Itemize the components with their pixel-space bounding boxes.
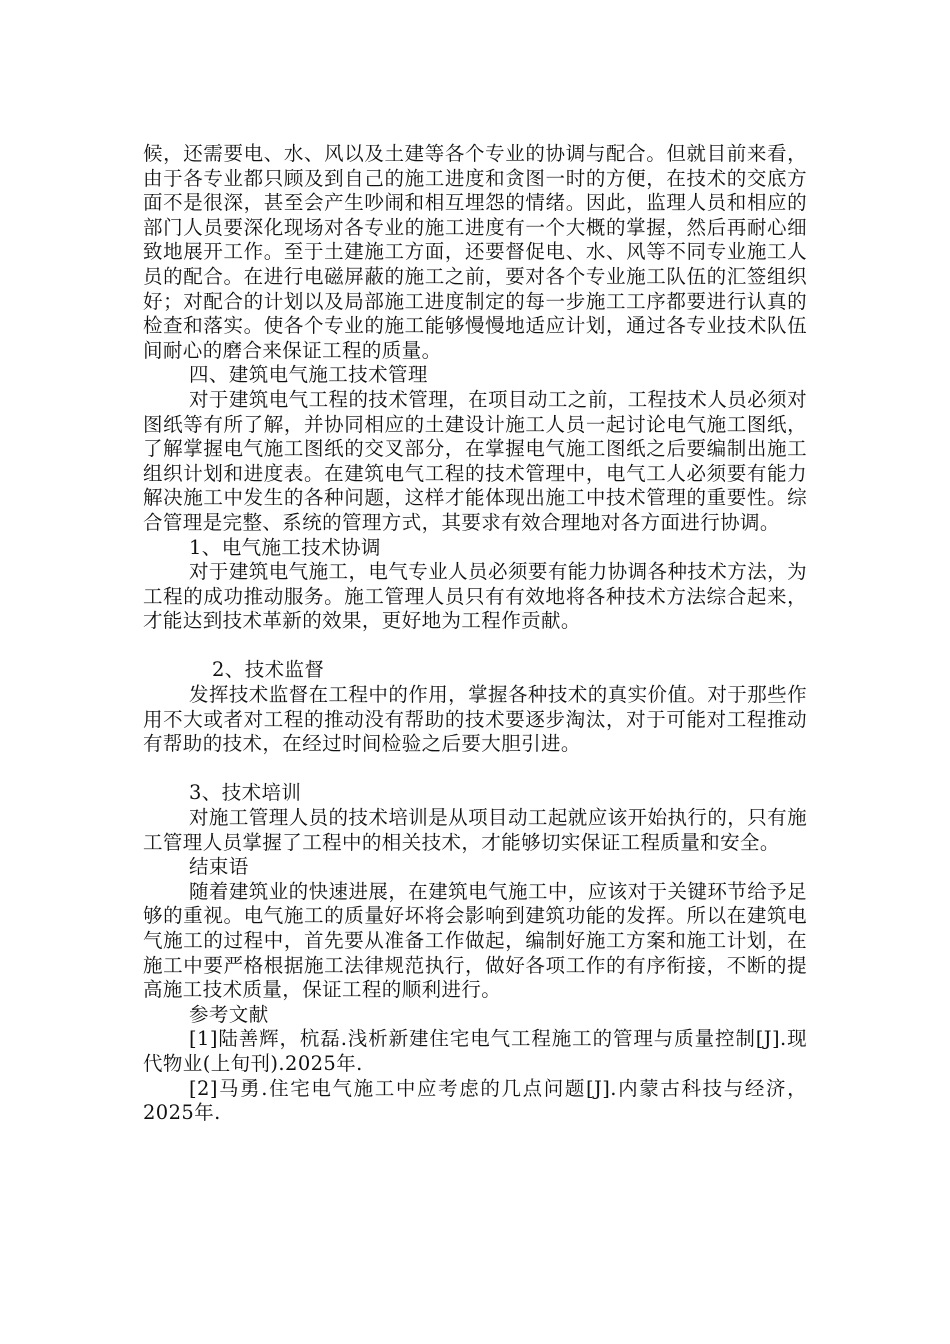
document-body	[143, 142, 807, 1126]
section-heading-4: 四、建筑电气施工技术管理	[189, 363, 428, 387]
conclusion-heading: 结束语	[189, 855, 249, 879]
reference-item-2: [2]马勇.住宅电气施工中应考虑的几点问题[J].内蒙古科技与经济，2025年.	[143, 1076, 807, 1125]
paragraph-tech-management: 对于建筑电气工程的技术管理，在项目动工之前，工程技术人员必须对图纸等有所了解，并协同相应的土建设计施工人员一起讨论电气施工图纸，了解掌握电气施工图纸的交叉部分，在掌握电气施工图纸之后要编制出施工组织计划和进度表。在建筑电气工程的技术管理中，电气工人必须要有能力解决施工中发生的各种问题，这样才能体现出施工中技术管理的重要性。综合管理是完整、系统的管理方式，其要求有效合理地对各方面进行协调。	[143, 387, 807, 534]
paragraph-tech-coordination: 对于建筑电气施工，电气专业人员必须要有能力协调各种技术方法，为工程的成功推动服务。施工管理人员只有有效地将各种技术方法综合起来，才能达到技术革新的效果，更好地为工程作贡献。	[143, 560, 807, 633]
references-heading: 参考文献	[189, 1002, 269, 1026]
subsection-heading-3: 3、技术培训	[189, 781, 302, 805]
reference-item-1: [1]陆善辉，杭磊.浅析新建住宅电气工程施工的管理与质量控制[J].现代物业(上旬刊).2025年.	[143, 1027, 807, 1075]
paragraph-tech-supervision: 发挥技术监督在工程中的作用，掌握各种技术的真实价值。对于那些作用不大或者对工程的推动没有帮助的技术要逐步淘汰，对于可能对工程推动有帮助的技术，在经过时间检验之后要大胆引进。	[143, 683, 807, 756]
paragraph-conclusion: 随着建筑业的快速进展，在建筑电气施工中，应该对于关键环节给予足够的重视。电气施工的质量好坏将会影响到建筑功能的发挥。所以在建筑电气施工的过程中，首先要从准备工作做起，编制好施工方案和施工计划，在施工中要严格根据施工法律规范执行，做好各项工作的有序衔接，不断的提高施工技术质量，保证工程的顺利进行。	[143, 879, 807, 1002]
paragraph-tech-training: 对施工管理人员的技术培训是从项目动工起就应该开始执行的，只有施工管理人员掌握了工程中的相关技术，才能够切实保证工程质量和安全。	[143, 806, 807, 854]
spacer	[143, 757, 807, 782]
subsection-heading-1: 1、电气施工技术协调	[189, 535, 381, 559]
paragraph-coordination: 候，还需要电、水、风以及土建等各个专业的协调与配合。但就目前来看，由于各专业都只顾及到自己的施工进度和贪图一时的方便，在技术的交底方面不是很深，甚至会产生吵闹和相互埋怨的情绪。因此，监理人员和相应的部门人员要深化现场对各专业的施工进度有一个大概的掌握，然后再耐心细致地展开工作。至于土建施工方面，还要督促电、水、风等不同专业施工人员的配合。在进行电磁屏蔽的施工之前，要对各个专业施工队伍的汇签组织好；对配合的计划以及局部施工进度制定的每一步施工工序都要进行认真的检查和落实。使各个专业的施工能够慢慢地适应计划，通过各专业技术队伍间耐心的磨合来保证工程的质量。	[143, 142, 807, 362]
spacer	[143, 634, 807, 659]
subsection-heading-2: 2、技术监督	[212, 658, 325, 682]
